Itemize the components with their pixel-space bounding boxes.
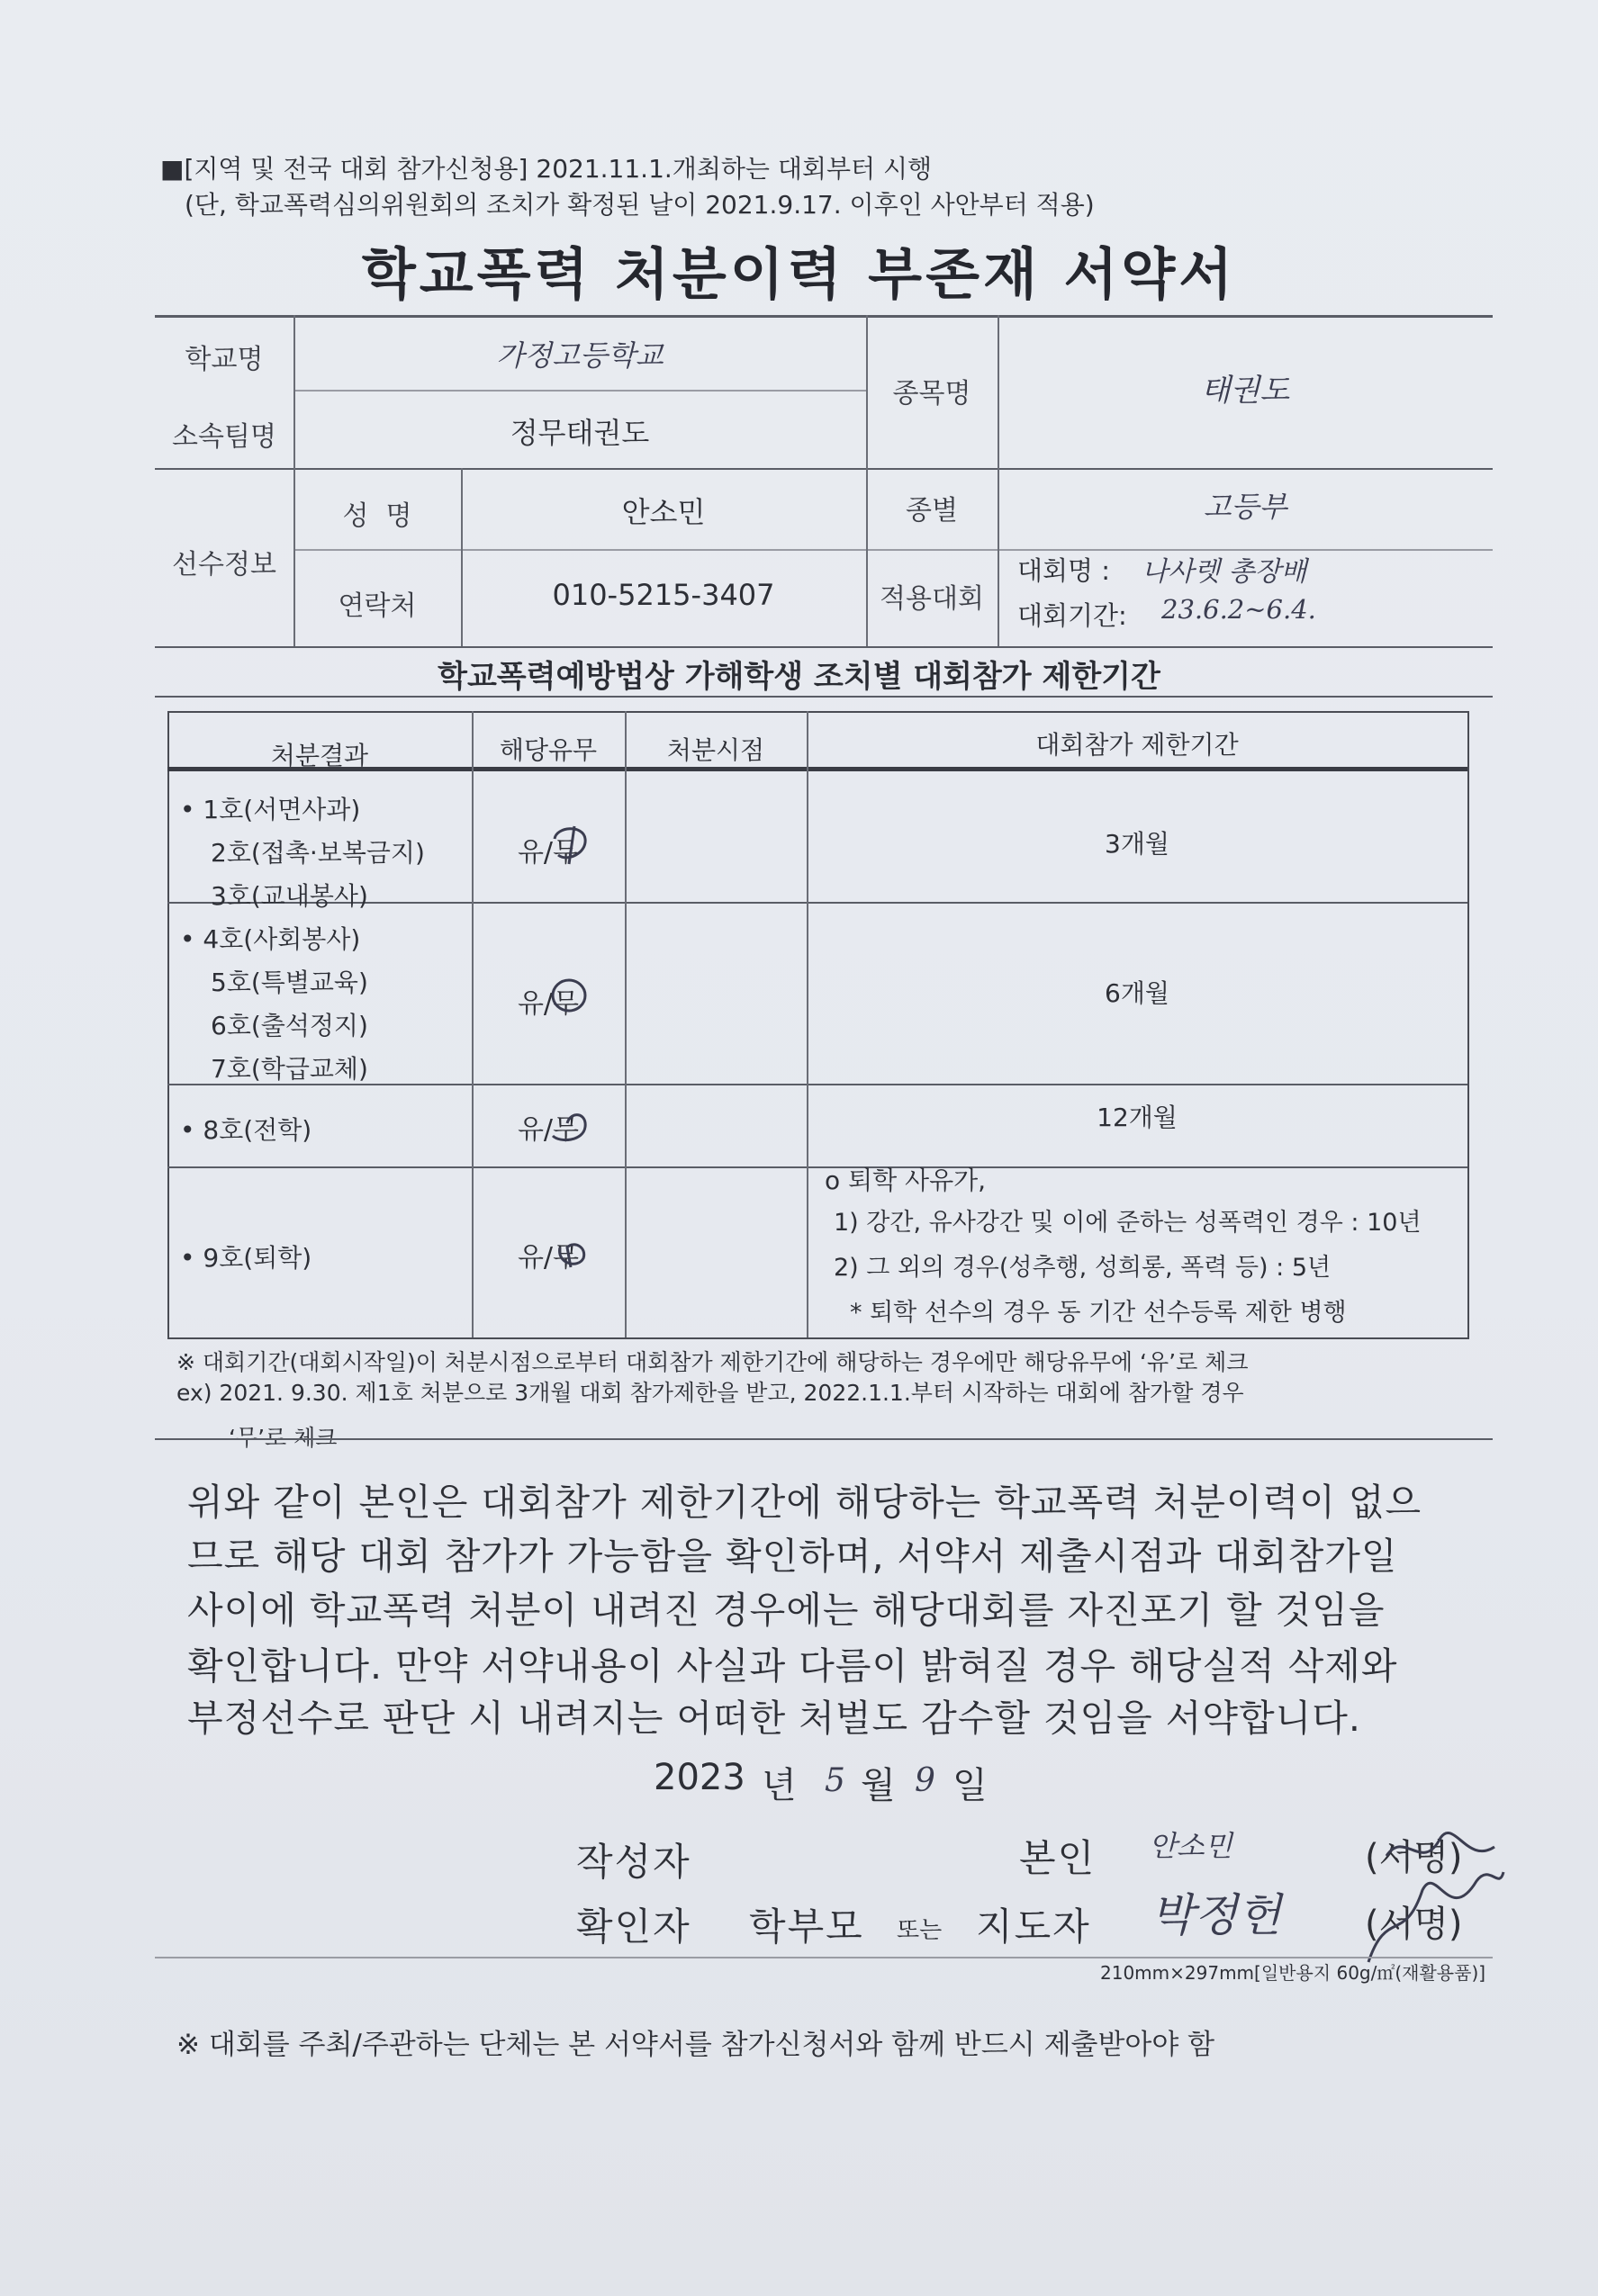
or-label: 또는 <box>897 1917 943 1944</box>
event-value: 태권도 <box>1200 373 1290 409</box>
row2-item: • 4호(사회봉사) <box>180 924 361 954</box>
confirmer-label: 확인자 <box>576 1904 691 1949</box>
event-label: 종목명 <box>892 378 971 410</box>
row2-period: 6개월 <box>1105 978 1169 1008</box>
header-applicable: 해당유무 <box>499 735 598 765</box>
notice-line-2: (단, 학교폭력심의위원회의 조치가 확정된 날이 2021.9.17. 이후인 사안부터 적용) <box>185 190 1095 220</box>
header-disposition: 처분결과 <box>270 741 369 770</box>
date-day: 9 <box>915 1762 935 1799</box>
self-name-handwritten: 안소민 <box>1149 1829 1232 1863</box>
competition-name-label: 대회명 : <box>1017 555 1111 586</box>
row4-period-line: * 퇴학 선수의 경우 동 기간 선수등록 제한 병행 <box>850 1299 1347 1327</box>
notice-line-1: ■[지역 및 전국 대회 참가신청용] 2021.11.1.개최하는 대회부터 시행 <box>160 154 933 184</box>
date-month: 5 <box>825 1762 845 1799</box>
check-mark-row4 <box>547 1228 592 1274</box>
table-col-border <box>625 711 627 1337</box>
date-month-unit: 월 <box>861 1765 896 1806</box>
info-divider <box>293 549 1493 551</box>
applied-competition-label: 적용대회 <box>880 583 984 615</box>
row4-period-line: o 퇴학 사유가, <box>825 1166 987 1195</box>
restriction-section-title: 학교폭력예방법상 가해학생 조치별 대회참가 제한기간 <box>438 659 1160 695</box>
table-note-1: ※ 대회기간(대회시작일)이 처분시점으로부터 대회참가 제한기간에 해당하는 경우에만 해당유무에 ‘유’로 체크 <box>176 1349 1249 1375</box>
pledge-line: 위와 같이 본인은 대회참가 제한기간에 해당하는 학교폭력 처분이력이 없으 <box>187 1481 1422 1524</box>
pledge-line: 확인합니다. 만약 서약내용이 사실과 다름이 밝혀질 경우 해당실적 삭제와 <box>187 1644 1398 1688</box>
self-sign-label: (서명) <box>1365 1837 1463 1878</box>
check-mark-row3 <box>547 1100 592 1147</box>
info-divider <box>295 390 866 392</box>
row3-applicable: 유/무 <box>517 1114 580 1146</box>
footer-notice: ※ 대회를 주최/주관하는 단체는 본 서약서를 참가신청서와 함께 반드시 제출받아야 함 <box>176 2029 1215 2061</box>
name-label: 성 명 <box>342 500 412 532</box>
coach-label: 지도자 <box>976 1904 1091 1949</box>
info-top-border <box>155 315 1493 318</box>
date-year: 2023 <box>654 1757 745 1798</box>
table-note-3: ‘무’로 체크 <box>229 1425 338 1451</box>
coach-signature <box>1350 1854 1512 1971</box>
name-value: 안소민 <box>621 495 706 529</box>
info-divider <box>155 468 1493 470</box>
paper-spec: 210mm×297mm[일반용지 60g/㎡(재활용품)] <box>1100 1962 1486 1984</box>
self-label: 본인 <box>1019 1836 1097 1880</box>
table-row-border <box>167 1166 1467 1168</box>
coach-name-handwritten: 박정헌 <box>1151 1889 1281 1941</box>
competition-period-label: 대회기간: <box>1017 600 1127 631</box>
contact-label: 연락처 <box>338 590 417 622</box>
row1-item: 3호(교내봉사) <box>211 881 368 911</box>
notes-divider <box>155 1438 1493 1440</box>
table-col-border <box>807 711 808 1337</box>
team-value: 정무태권도 <box>510 416 650 450</box>
competition-name-value: 나사렛 총장배 <box>1142 556 1307 588</box>
document-title: 학교폭력 처분이력 부존재 서약서 <box>361 241 1237 307</box>
row3-period: 12개월 <box>1097 1103 1178 1132</box>
table-note-2: ex) 2021. 9.30. 제1호 처분으로 3개월 대회 참가제한을 받고, 2022.1.1.부터 시작하는 대회에 참가할 경우 <box>176 1380 1244 1406</box>
date-year-unit: 년 <box>762 1765 797 1806</box>
row4-item: • 9호(퇴학) <box>180 1243 312 1273</box>
check-mark-row1 <box>547 821 592 868</box>
pledge-line: 므로 해당 대회 참가가 가능함을 확인하며, 서약서 제출시점과 대회참가일 <box>187 1535 1398 1578</box>
row2-item: 6호(출석정지) <box>211 1011 368 1040</box>
row3-item: • 8호(전학) <box>180 1115 312 1145</box>
pledge-line: 부정선수로 판단 시 내려지는 어떠한 처벌도 감수할 것임을 서약합니다. <box>187 1697 1361 1740</box>
row1-item: • 1호(서면사과) <box>180 795 361 824</box>
contact-value: 010-5215-3407 <box>552 578 775 612</box>
writer-label: 작성자 <box>576 1840 691 1884</box>
pledge-line: 사이에 학교폭력 처분이 내려진 경우에는 해당대회를 자진포기 할 것임을 <box>187 1589 1386 1632</box>
school-label: 학교명 <box>185 344 264 375</box>
section-divider <box>155 696 1493 698</box>
parent-label: 학부모 <box>749 1904 864 1949</box>
row4-period-line: 1) 강간, 유사강간 및 이에 준하는 성폭력인 경우 : 10년 <box>834 1209 1422 1237</box>
info-bottom-border <box>155 646 1493 648</box>
row2-item: 5호(특별교육) <box>211 968 368 997</box>
header-disposition-date: 처분시점 <box>666 735 765 765</box>
school-value: 가정고등학교 <box>496 338 664 373</box>
row2-item: 7호(학급교체) <box>211 1054 368 1084</box>
header-restriction-period: 대회참가 제한기간 <box>1035 730 1239 760</box>
date-day-unit: 일 <box>952 1765 988 1806</box>
row4-applicable: 유/무 <box>517 1242 580 1274</box>
row1-period: 3개월 <box>1105 829 1169 859</box>
row1-applicable: 유/무 <box>517 837 580 869</box>
row4-period-line: 2) 그 외의 경우(성추행, 성희롱, 폭력 등) : 5년 <box>834 1254 1332 1282</box>
row1-item: 2호(접촉·보복금지) <box>211 838 425 868</box>
team-label: 소속팀명 <box>172 421 276 453</box>
category-label: 종별 <box>906 495 958 527</box>
coach-sign-label: (서명) <box>1365 1904 1463 1945</box>
player-info-label: 선수정보 <box>172 549 276 581</box>
competition-period-value: 23.6.2~6.4. <box>1161 594 1316 625</box>
category-value: 고등부 <box>1203 490 1287 524</box>
row2-applicable: 유/무 <box>517 988 580 1020</box>
check-mark-row2 <box>547 972 592 1019</box>
